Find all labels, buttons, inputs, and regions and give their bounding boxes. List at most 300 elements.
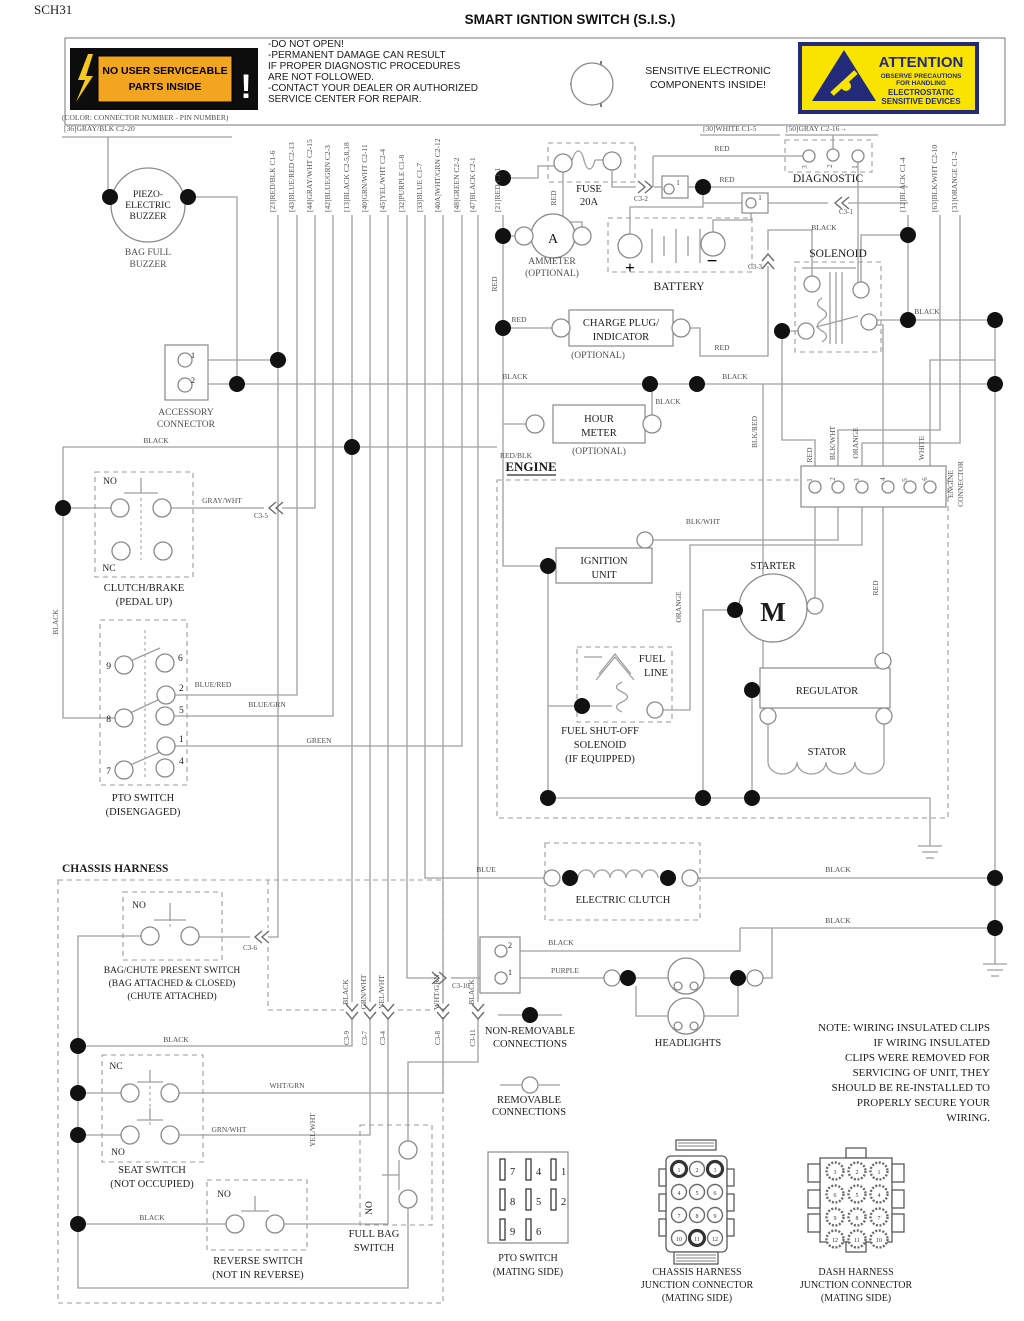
- red-vert-1: RED: [490, 276, 499, 292]
- dash-junction-pin-label-9: 9: [833, 1216, 837, 1222]
- non-removable-connection: [562, 870, 578, 886]
- wire-23: [23]RED/BLK C1-6: [268, 150, 277, 212]
- diagnostic-label: DIAGNOSTIC: [792, 173, 864, 185]
- warn-line-2: -PERMANENT DAMAGE CAN RESULT: [268, 50, 446, 61]
- removable-connection: [266, 1215, 284, 1233]
- non-removable-connection: [70, 1085, 86, 1101]
- hour-1: HOUR: [584, 414, 614, 425]
- blue-grn: BLUE/GRN: [248, 700, 286, 709]
- no-user-1: NO USER SERVICEABLE: [102, 65, 228, 77]
- c3-1: C3-1: [839, 208, 853, 216]
- non-removable-connection: [987, 312, 1003, 328]
- solenoid-label: SOLENOID: [809, 248, 867, 260]
- v-black-2: BLACK: [467, 979, 476, 1005]
- removable-connection: [603, 152, 621, 170]
- charge-2: INDICATOR: [592, 332, 650, 343]
- chassis-junction-pin-label-7: 7: [677, 1214, 681, 1220]
- removable-connection: [760, 708, 776, 724]
- accessory-1: ACCESSORY: [158, 408, 214, 418]
- warn-line-3: IF PROPER DIAGNOSTIC PROCEDURES: [268, 61, 461, 72]
- dash-junction-pin-label-3: 3: [833, 1170, 837, 1176]
- removable-connection: [668, 998, 704, 1034]
- red-vert-fuse: RED: [549, 190, 558, 206]
- c3-2: C3-2: [634, 195, 648, 203]
- pinbox2-1: 1: [758, 193, 762, 202]
- rev-2: (NOT IN REVERSE): [212, 1270, 304, 1281]
- chassis-junction-2: JUNCTION CONNECTOR: [640, 1280, 754, 1291]
- removable-connection: [827, 149, 839, 161]
- seat-2: (NOT OCCUPIED): [110, 1179, 194, 1190]
- removable-connection: [674, 982, 682, 990]
- removable-connection: [161, 1126, 179, 1144]
- removable-connection: [156, 707, 174, 725]
- seat-1: SEAT SWITCH: [118, 1165, 186, 1176]
- removable-connection: [682, 870, 698, 886]
- removable-connection: [852, 150, 864, 162]
- non-removable-connection: [70, 1127, 86, 1143]
- chassis-junction-pin-label-11: 11: [694, 1237, 700, 1243]
- rev-1: REVERSE SWITCH: [213, 1256, 303, 1267]
- wire-32: [32]PURPLE C1-8: [397, 154, 406, 212]
- removable-connection: [121, 1084, 139, 1102]
- battery-minus: −: [706, 251, 718, 272]
- blkwht-engpin: BLK/WHT: [828, 425, 837, 461]
- v-grnwht: GRN/WHT: [359, 974, 368, 1010]
- headlights-label: HEADLIGHTS: [654, 1038, 722, 1049]
- removable-connection: [552, 319, 570, 337]
- removable-connection: [226, 1215, 244, 1233]
- red-blk: RED/BLK: [499, 451, 533, 460]
- non-removable-connection: [55, 500, 71, 516]
- orange-v2: ORANGE: [674, 591, 683, 623]
- non-removable-connection: [180, 189, 196, 205]
- removable-connection: [161, 1084, 179, 1102]
- chassis-junction-pin-label-1: 1: [677, 1168, 681, 1174]
- removable-connection: [856, 481, 868, 493]
- eng-pin-3: 3: [853, 478, 861, 482]
- ptom-1: 1: [561, 1167, 567, 1178]
- wire-31: [31]ORANGE C1-2: [950, 151, 959, 212]
- pto-mating-2: (MATING SIDE): [492, 1267, 564, 1278]
- warn-line-1: -DO NOT OPEN!: [268, 39, 344, 50]
- black-hour: BLACK: [655, 397, 681, 406]
- removable-2: CONNECTIONS: [491, 1107, 567, 1118]
- ptom-7: 7: [510, 1167, 516, 1178]
- red-charge: RED: [511, 315, 527, 324]
- removable-connection: [156, 654, 174, 672]
- hour-2: METER: [581, 428, 617, 439]
- non-removable-connection: [522, 1007, 538, 1023]
- non-removable-connection: [695, 179, 711, 195]
- note-1: NOTE: WIRING INSULATED CLIPS: [818, 1022, 990, 1034]
- removable-connection: [668, 958, 704, 994]
- starter-label: STARTER: [750, 561, 796, 572]
- fuse-2: 20A: [579, 197, 599, 208]
- non-removable-connection: [620, 970, 636, 986]
- pto-2: 2: [179, 684, 184, 694]
- pto-7: 7: [106, 767, 111, 777]
- dash-junction-3: (MATING SIDE): [820, 1293, 892, 1304]
- dash-junction-pin-label-12: 12: [832, 1238, 838, 1244]
- fb-no: NO: [365, 1201, 375, 1215]
- non-removable-connection: [70, 1216, 86, 1232]
- c3-7: C3-7: [361, 1031, 369, 1045]
- conn21-1: 1: [508, 968, 512, 977]
- wire-63: [63]BLK/WHT C2-10: [930, 144, 939, 212]
- stator-label: STATOR: [807, 747, 847, 758]
- regulator-label: REGULATOR: [795, 686, 859, 697]
- dash-junction-2: JUNCTION CONNECTOR: [799, 1280, 913, 1291]
- pto-mating-1: PTO SWITCH: [498, 1253, 558, 1264]
- removable-connection: [832, 481, 844, 493]
- piezo-3: BUZZER: [129, 212, 167, 222]
- chassis-junction-pin-label-2: 2: [695, 1168, 699, 1174]
- ammeter-2: (OPTIONAL): [525, 269, 579, 279]
- removable-connection: [798, 323, 814, 339]
- wire-43: [43]BLUE/RED C2-13: [287, 142, 296, 212]
- ignition-2: UNIT: [591, 570, 617, 581]
- removable-connection: [571, 63, 613, 105]
- eng-pin-6: 6: [921, 477, 929, 481]
- eng-pin-1: 1: [806, 478, 814, 482]
- non-removable-connection: [689, 376, 705, 392]
- removable-connection: [495, 945, 507, 957]
- pto-5: 5: [179, 706, 184, 716]
- accessory-2: CONNECTOR: [157, 420, 215, 430]
- eng-pin-2: 2: [829, 477, 837, 481]
- non-removable-connection: [495, 320, 511, 336]
- wire-40a: [40A]WHT/GRN C2-12: [433, 138, 442, 212]
- removable-connection: [115, 656, 133, 674]
- acc-pin-2: 2: [191, 376, 195, 385]
- conn21-2: 2: [508, 941, 512, 950]
- blue: BLUE: [476, 865, 496, 874]
- pto-label-1: PTO SWITCH: [111, 793, 175, 804]
- sensitive-2: COMPONENTS INSIDE!: [649, 79, 767, 91]
- v-black-1: BLACK: [341, 979, 350, 1005]
- chassis-junction-pin-label-9: 9: [713, 1214, 717, 1220]
- note-7: WIRING.: [946, 1112, 990, 1124]
- wire-47: [47]BLACK C2-1: [468, 157, 477, 212]
- non-removable-connection: [727, 602, 743, 618]
- removable-connection: [181, 927, 199, 945]
- removable-connection: [178, 353, 192, 367]
- removable-connection: [112, 542, 130, 560]
- removable-1: REMOVABLE: [497, 1095, 561, 1106]
- chassis-junction-pin-label-10: 10: [676, 1237, 682, 1243]
- black-lower: BLACK: [825, 916, 851, 925]
- removable-connection: [807, 598, 823, 614]
- removable-connection: [115, 709, 133, 727]
- non-removable-connection: [540, 790, 556, 806]
- chassis-junction-pin-label-4: 4: [677, 1191, 681, 1197]
- non-removable-connection: [642, 376, 658, 392]
- fuel-1: FUEL: [638, 654, 666, 665]
- non-removable-connection: [660, 870, 676, 886]
- removable-connection: [664, 184, 674, 194]
- c3-3: C3-3: [748, 263, 762, 271]
- cb-1: CLUTCH/BRAKE: [103, 583, 185, 594]
- dash-junction-pin-label-6: 6: [833, 1193, 837, 1199]
- removable-connection: [672, 319, 690, 337]
- wire-21: [21]RED C1-1: [493, 167, 502, 212]
- fb-2: SWITCH: [353, 1243, 395, 1254]
- electric-clutch-label: ELECTRIC CLUTCH: [575, 895, 671, 906]
- bag-full-2: BUZZER: [129, 260, 167, 270]
- non-removable-connection: [987, 870, 1003, 886]
- chassis-junction-3: (MATING SIDE): [661, 1293, 733, 1304]
- c3-8: C3-8: [434, 1031, 442, 1045]
- c3-6: C3-6: [243, 944, 257, 952]
- removable-connection: [157, 737, 175, 755]
- grn-wht: GRN/WHT: [211, 1125, 247, 1134]
- black-mid-1: BLACK: [502, 372, 528, 381]
- ptom-5: 5: [536, 1197, 542, 1208]
- hour-3: (OPTIONAL): [572, 447, 626, 457]
- battery-plus: +: [625, 258, 635, 277]
- dash-junction-1: DASH HARNESS: [818, 1267, 894, 1278]
- warn-line-4: ARE NOT FOLLOWED.: [268, 72, 374, 83]
- pto-6: 6: [178, 654, 183, 664]
- removable-connection: [643, 415, 661, 433]
- diag-pin-2: 2: [826, 164, 834, 168]
- dash-junction-pin-label-4: 4: [877, 1193, 881, 1199]
- chassis-junction-pin-label-5: 5: [695, 1191, 699, 1197]
- removable-connection: [495, 972, 507, 984]
- pto-4: 4: [179, 757, 184, 767]
- ptom-4: 4: [536, 1167, 542, 1178]
- c3-11: C3-11: [469, 1029, 477, 1047]
- removable-connection: [157, 686, 175, 704]
- removable-connection: [399, 1141, 417, 1159]
- ammeter-1: AMMETER: [528, 257, 576, 267]
- non-removable-connection: [229, 376, 245, 392]
- non-removable-connection: [574, 698, 590, 714]
- page-title: SMART IGNTION SWITCH (S.I.S.): [464, 12, 676, 27]
- sheet-id: SCH31: [34, 2, 73, 17]
- removable-connection: [526, 415, 544, 433]
- black-clutch: BLACK: [825, 865, 851, 874]
- chassis-junction-pin-label-6: 6: [713, 1191, 717, 1197]
- pto-8: 8: [106, 715, 111, 725]
- pto-label-2: (DISENGAGED): [105, 807, 181, 818]
- seat-nc: NC: [109, 1062, 123, 1072]
- red-reg: RED: [871, 580, 880, 596]
- black-sol-2: BLACK: [914, 307, 940, 316]
- note-2: IF WIRING INSULATED: [873, 1037, 990, 1049]
- dash-junction-pin-label-5: 5: [855, 1193, 859, 1199]
- attention-3: ELECTROSTATIC: [888, 88, 954, 97]
- starter-m: M: [760, 597, 786, 627]
- charge-1: CHARGE PLUG/: [582, 318, 660, 329]
- wire-30: [30]WHITE C1-5: [703, 124, 757, 133]
- non-removable-connection: [540, 558, 556, 574]
- non-removable-connection: [102, 189, 118, 205]
- v-whtgrn: WHT/GRN: [432, 974, 441, 1010]
- c3-10: C3-10: [452, 982, 470, 990]
- removable-connection: [747, 970, 763, 986]
- wire-36: [36]GRAY/BLK C2-20: [64, 124, 135, 133]
- black-mid-2: BLACK: [722, 372, 748, 381]
- c3-9: C3-9: [343, 1031, 351, 1045]
- warn-line-6: SERVICE CENTER FOR REPAIR.: [268, 94, 422, 105]
- piezo-1: PIEZO-: [132, 190, 164, 200]
- fso-2: SOLENOID: [573, 740, 627, 751]
- chassis-junction-1: CHASSIS HARNESS: [652, 1267, 742, 1278]
- engconn-1: ENGINE: [946, 470, 955, 498]
- clutch-no: NO: [103, 477, 117, 487]
- black-chassis: BLACK: [163, 1035, 189, 1044]
- removable-connection: [876, 708, 892, 724]
- nonremovable-1: NON-REMOVABLE: [484, 1026, 576, 1037]
- bag-2: (BAG ATTACHED & CLOSED): [108, 979, 236, 989]
- removable-connection: [904, 481, 916, 493]
- removable-connection: [746, 198, 756, 208]
- white-engpin: WHITE: [917, 435, 926, 461]
- diag-pin-1: 1: [851, 165, 859, 169]
- engine-label: ENGINE: [505, 459, 557, 474]
- color-note: (COLOR: CONNECTOR NUMBER - PIN NUMBER): [62, 113, 229, 122]
- black-reverse: BLACK: [139, 1213, 165, 1222]
- attention-1: OBSERVE PRECAUTIONS: [880, 73, 962, 80]
- gray-wht: GRAY/WHT: [202, 496, 242, 505]
- removable-connection: [674, 1022, 682, 1030]
- wire-12: [12]BLACK C1-4: [898, 157, 907, 212]
- charge-3: (OPTIONAL): [571, 351, 625, 361]
- black-sol-1: BLACK: [811, 223, 837, 232]
- black-acc: BLACK: [143, 436, 169, 445]
- ptom-6: 6: [536, 1227, 542, 1238]
- fuel-2: LINE: [644, 668, 668, 679]
- removable-connection: [399, 1190, 417, 1208]
- non-removable-connection: [70, 1038, 86, 1054]
- no-user-serviceable-sticker: [70, 48, 258, 110]
- removable-connection: [690, 982, 698, 990]
- blk-wht-ign: BLK/WHT: [685, 517, 721, 526]
- non-removable-connection: [987, 376, 1003, 392]
- wire-48: [48]GREEN C2-2: [452, 157, 461, 212]
- eng-pin-4: 4: [879, 477, 887, 481]
- bag-1: BAG/CHUTE PRESENT SWITCH: [103, 966, 241, 976]
- fuse-1: FUSE: [576, 184, 602, 195]
- non-removable-connection: [695, 790, 711, 806]
- ptom-9: 9: [510, 1227, 516, 1238]
- sensitive-1: SENSITIVE ELECTRONIC: [645, 65, 771, 77]
- blk-red-v: BLK/RED: [750, 415, 759, 449]
- removable-connection: [875, 653, 891, 669]
- fb-1: FULL BAG: [348, 1229, 400, 1240]
- pto-9: 9: [106, 662, 111, 672]
- non-removable-connection: [495, 228, 511, 244]
- battery-label: BATTERY: [653, 281, 705, 293]
- wht-grn: WHT/GRN: [269, 1081, 305, 1090]
- removable-connection: [604, 970, 620, 986]
- removable-connection: [853, 282, 869, 298]
- black-conn: BLACK: [548, 938, 574, 947]
- fso-3: (IF EQUIPPED): [565, 754, 635, 765]
- v-yelwht: YEL/WHT: [377, 975, 386, 1009]
- chassis-junction-pin-label-12: 12: [712, 1237, 718, 1243]
- chassis-junction-pin-label-8: 8: [695, 1214, 699, 1220]
- engconn-2: CONNECTOR: [956, 461, 965, 507]
- blue-red: BLUE/RED: [194, 680, 232, 689]
- removable-connection: [115, 761, 133, 779]
- dash-junction-pin-label-2: 2: [855, 1170, 859, 1176]
- fso-1: FUEL SHUT-OFF: [561, 726, 639, 737]
- dash-junction-pin-label-1: 1: [877, 1170, 881, 1176]
- removable-connection: [861, 314, 877, 330]
- note-4: SERVICING OF UNIT, THEY: [852, 1067, 990, 1079]
- dash-junction-pin-label-11: 11: [854, 1238, 860, 1244]
- removable-connection: [647, 702, 663, 718]
- eng-pin-5: 5: [901, 478, 909, 482]
- wire-13: [13]BLACK C2-5,8,18: [342, 142, 351, 212]
- attention-2: FOR HANDLING: [896, 80, 946, 87]
- attention-4: SENSITIVE DEVICES: [881, 97, 961, 106]
- ptom-8: 8: [510, 1197, 516, 1208]
- non-removable-connection: [270, 352, 286, 368]
- seat-no: NO: [111, 1148, 125, 1158]
- non-removable-connection: [344, 439, 360, 455]
- red-top-2: RED: [719, 175, 735, 184]
- yel-wht-v: YEL/WHT: [308, 1113, 317, 1147]
- removable-connection: [618, 234, 642, 258]
- no-user-2: PARTS INSIDE: [128, 81, 202, 93]
- pinbox1-1: 1: [676, 178, 680, 187]
- removable-connection: [544, 870, 560, 886]
- non-removable-connection: [987, 920, 1003, 936]
- removable-connection: [882, 481, 894, 493]
- red-top-1: RED: [714, 144, 730, 153]
- removable-connection: [554, 154, 572, 172]
- wire-40: [40]GRN/WHT C2-11: [360, 144, 369, 212]
- non-removable-connection: [774, 323, 790, 339]
- ignition-1: IGNITION: [580, 556, 628, 567]
- exclamation: !: [240, 68, 252, 106]
- removable-connection: [803, 150, 815, 162]
- c3-4: C3-4: [379, 1031, 387, 1045]
- chassis-junction-pin-label-3: 3: [713, 1168, 717, 1174]
- attention-title: ATTENTION: [878, 54, 964, 71]
- cb-2: (PEDAL UP): [115, 597, 173, 608]
- wire-50: [50]GRAY C2-16→: [786, 124, 847, 133]
- wire-33: [33]BLUE C1-7: [415, 163, 424, 212]
- ptom-2: 2: [561, 1197, 567, 1208]
- wire-45: [45]YEL/WHT C2-4: [378, 149, 387, 212]
- dash-junction-pin-label-8: 8: [855, 1216, 859, 1222]
- removable-connection: [924, 481, 936, 493]
- bag-3: (CHUTE ATTACHED): [127, 992, 217, 1002]
- dash-junction-pin-label-7: 7: [877, 1216, 881, 1222]
- removable-connection: [121, 1126, 139, 1144]
- removable-connection: [111, 499, 129, 517]
- red-engpin: RED: [805, 447, 814, 463]
- warn-line-5: -CONTACT YOUR DEALER OR AUTHORIZED: [268, 83, 479, 94]
- green: GREEN: [306, 736, 332, 745]
- removable-connection: [153, 499, 171, 517]
- removable-connection: [809, 481, 821, 493]
- clutch-nc: NC: [102, 564, 116, 574]
- removable-connection: [515, 227, 533, 245]
- piezo-2: ELECTRIC: [125, 201, 171, 211]
- black-vert-left: BLACK: [51, 609, 60, 635]
- removable-connection: [637, 532, 653, 548]
- removable-connection: [804, 276, 820, 292]
- removable-connection: [154, 542, 172, 560]
- removable-connection: [573, 227, 591, 245]
- wire-44: [44]GRAY/WHT C2-15: [305, 139, 314, 212]
- removable-connection: [141, 927, 159, 945]
